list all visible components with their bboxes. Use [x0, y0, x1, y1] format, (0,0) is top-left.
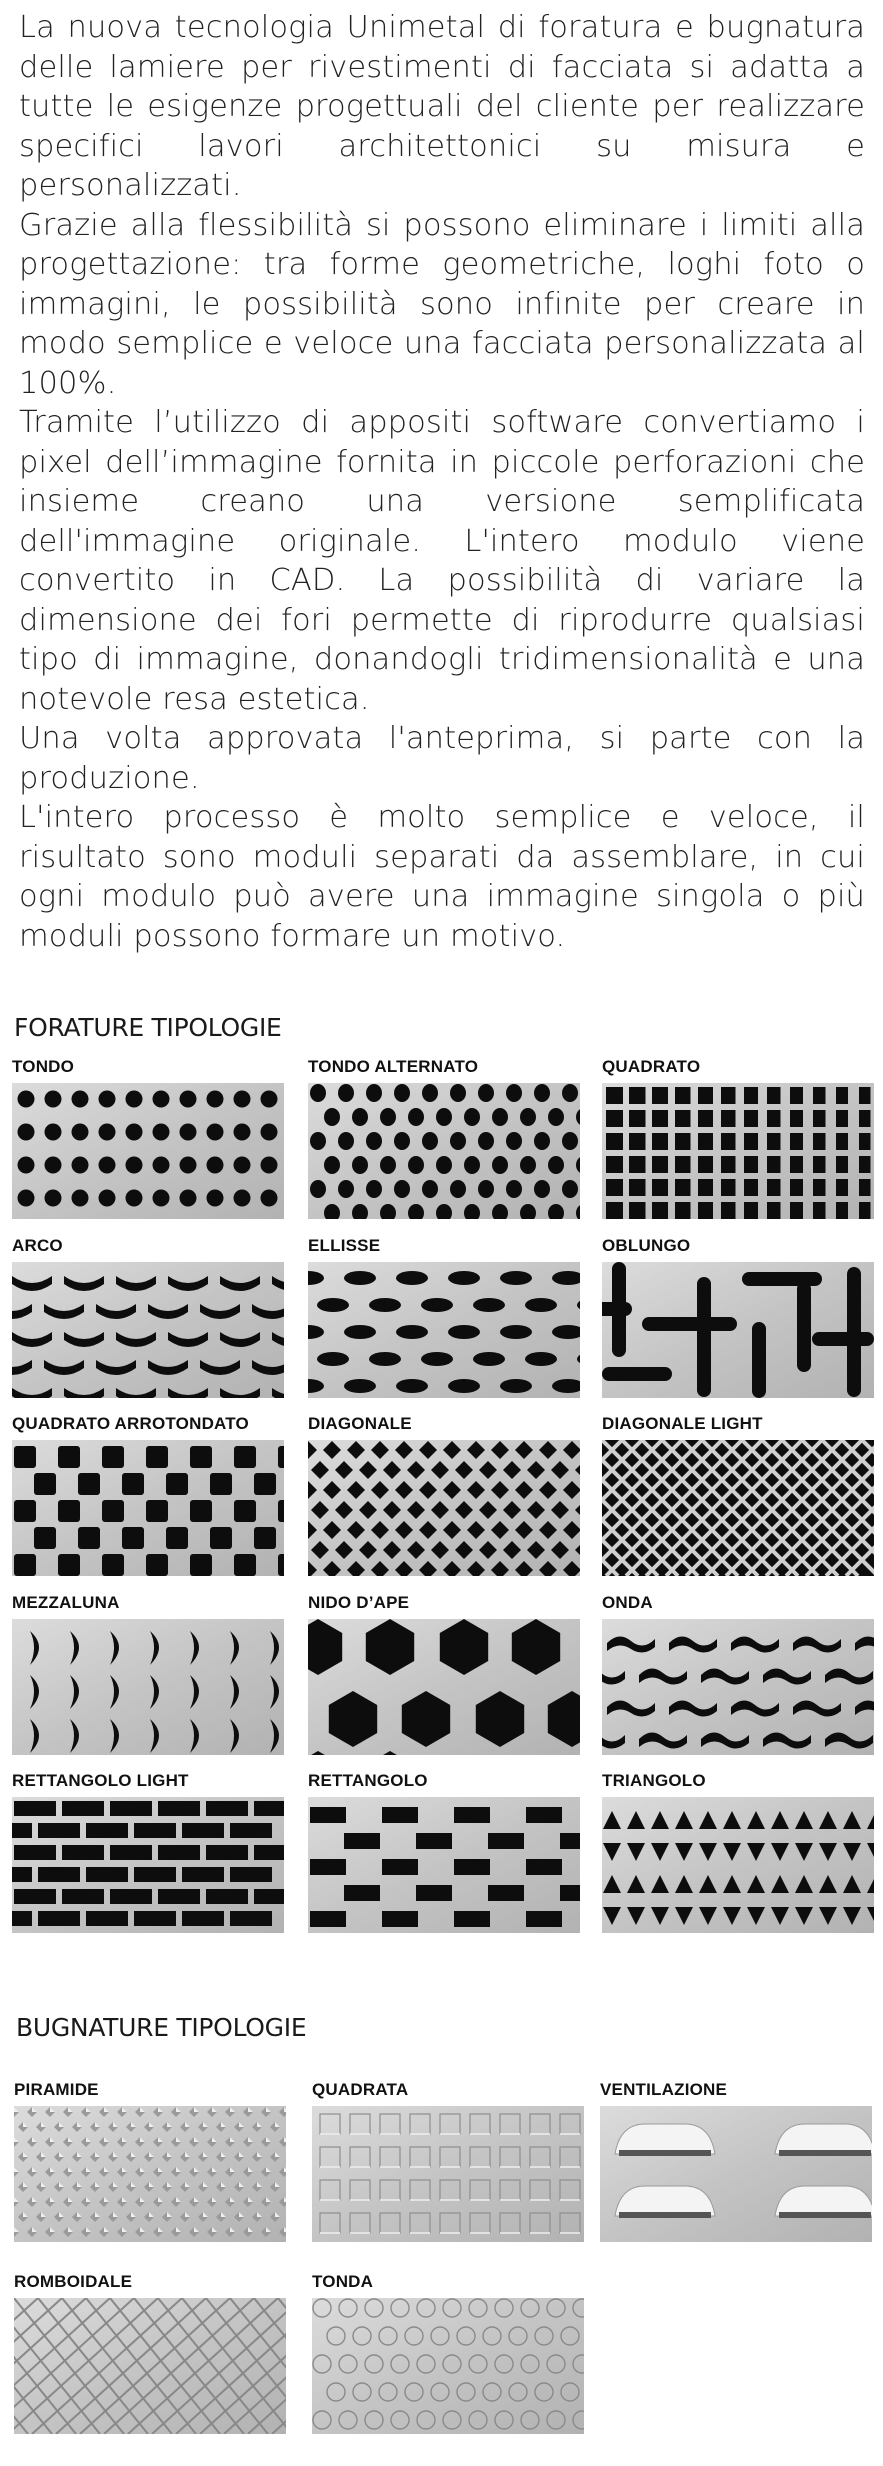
foratura-label: ONDA: [602, 1592, 653, 1612]
bugnature-section-title: BUGNATURE TIPOLOGIE: [16, 2013, 307, 2042]
foratura-label: MEZZALUNA: [12, 1592, 120, 1612]
intro-paragraph: L'intero processo è molto semplice e veloce, il risultato sono moduli separati da assemblare, in cui ogni modulo può avere una immagine singola o più moduli possono formare un motivo.: [19, 800, 865, 954]
foratura-pattern-image: [602, 1440, 874, 1576]
foratura-pattern-image: [308, 1797, 580, 1933]
intro-paragraph: Tramite l’utilizzo di appositi software convertiamo i pixel dell’immagine fornita in piccole perforazioni che insieme creano una versione semplificata dell'immagine originale. L'intero modulo viene convertito in CAD. La possibilità di variare la dimensione dei fori permette di riprodurre qualsiasi tipo di immagine, donandogli tridimensionalità e una notevole resa estetica.: [19, 405, 865, 717]
bugnatura-label: ROMBOIDALE: [14, 2272, 133, 2291]
foratura-pattern-image: [12, 1619, 284, 1755]
bugnatura-label: PIRAMIDE: [14, 2080, 99, 2099]
foratura-pattern-image: [308, 1083, 580, 1219]
foratura-pattern-image: [602, 1619, 874, 1755]
foratura-pattern-image: [12, 1440, 284, 1576]
foratura-pattern-image: [12, 1262, 284, 1398]
foratura-pattern-image: [602, 1083, 874, 1219]
foratura-pattern-image: [308, 1440, 580, 1576]
intro-text: [19, 8, 865, 956]
foratura-pattern-image: [602, 1797, 874, 1933]
foratura-label: DIAGONALE: [308, 1414, 412, 1433]
foratura-label: OBLUNGO: [602, 1235, 691, 1255]
foratura-label: NIDO D’APE: [308, 1592, 410, 1612]
foratura-pattern-image: [602, 1262, 874, 1398]
intro-paragraph: La nuova tecnologia Unimetal di foratura e bugnatura delle lamiere per rivestimenti di facciata si adatta a tutte le esigenze progettuali del cliente per realizzare specifici lavori architettonici su misura e personalizzati.: [19, 10, 865, 203]
foratura-label: TRIANGOLO: [602, 1771, 706, 1790]
intro-paragraph: Grazie alla flessibilità si possono eliminare i limiti alla progettazione: tra forme geometriche, loghi foto o immagini, le possibilità sono infinite per creare in modo semplice e veloce una facciata personalizzata al 100%.: [19, 207, 865, 401]
bugnatura-label: QUADRATA: [312, 2080, 409, 2099]
foratura-label: QUADRATO ARROTONDATO: [12, 1414, 249, 1433]
foratura-pattern-image: [12, 1797, 284, 1933]
foratura-label: TONDO ALTERNATO: [308, 1057, 479, 1076]
bugnatura-label: VENTILAZIONE: [600, 2080, 728, 2099]
bugnatura-label: TONDA: [312, 2272, 374, 2291]
intro-paragraph: Una volta approvata l'anteprima, si parte con la produzione.: [19, 721, 865, 796]
foratura-label: ARCO: [12, 1235, 63, 1255]
foratura-label: QUADRATO: [602, 1057, 701, 1076]
bugnatura-pattern-image: [14, 2298, 286, 2434]
foratura-label: TONDO: [12, 1057, 75, 1076]
foratura-pattern-image: [12, 1083, 284, 1219]
foratura-label: DIAGONALE LIGHT: [602, 1414, 763, 1433]
foratura-pattern-image: [308, 1262, 580, 1398]
foratura-label: ELLISSE: [308, 1235, 381, 1255]
foratura-label: RETTANGOLO: [308, 1771, 428, 1790]
forature-section-title: FORATURE TIPOLOGIE: [14, 1013, 282, 1042]
bugnatura-pattern-image: [600, 2106, 872, 2242]
foratura-label: RETTANGOLO LIGHT: [12, 1771, 189, 1790]
bugnatura-pattern-image: [312, 2106, 584, 2242]
bugnatura-pattern-image: [312, 2298, 584, 2434]
foratura-pattern-image: [308, 1619, 580, 1755]
bugnatura-pattern-image: [14, 2106, 286, 2242]
